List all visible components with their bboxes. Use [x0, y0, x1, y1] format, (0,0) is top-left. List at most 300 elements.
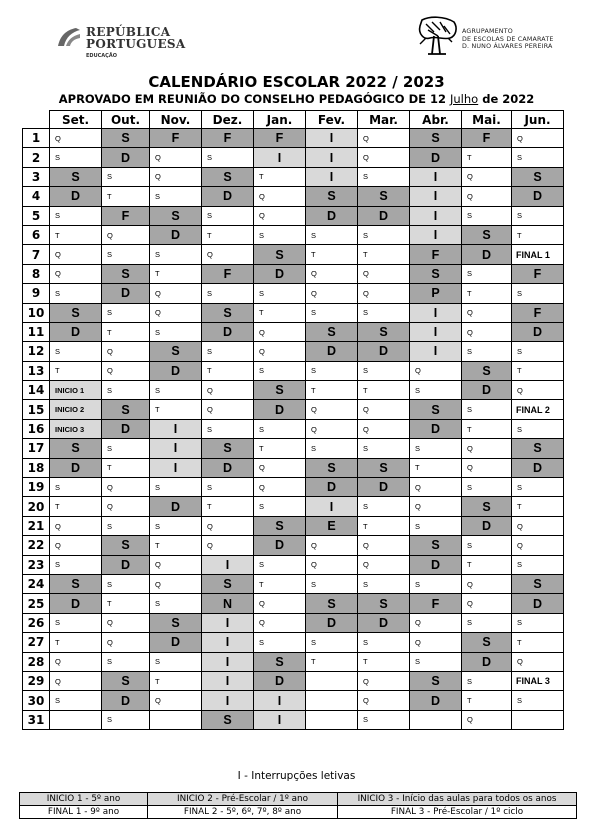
day-row — [23, 594, 564, 613]
calendar-cell: Q — [254, 613, 306, 632]
calendar-cell: INICIO 2 — [50, 400, 102, 419]
calendar-cell: Q — [410, 361, 462, 380]
calendar-cell: S — [358, 361, 410, 380]
calendar-cell: S — [102, 381, 150, 400]
calendar-cell: S — [254, 497, 306, 516]
month-header: Out. — [102, 111, 150, 129]
day-row — [23, 206, 564, 225]
calendar-cell: T — [512, 225, 564, 244]
calendar-cell: S — [150, 187, 202, 206]
calendar-cell: Q — [150, 303, 202, 322]
calendar-cell: D — [254, 264, 306, 283]
calendar-cell: T — [512, 361, 564, 380]
calendar-cell: S — [358, 167, 410, 186]
calendar-cell: D — [306, 206, 358, 225]
calendar-cell: I — [254, 148, 306, 167]
calendar-cell: Q — [306, 264, 358, 283]
day-row — [23, 342, 564, 361]
calendar-cell: S — [102, 400, 150, 419]
calendar-cell: T — [358, 381, 410, 400]
calendar-cell: S — [410, 439, 462, 458]
calendar-cell: Q — [358, 555, 410, 574]
calendar-cell: S — [254, 555, 306, 574]
calendar-cell: S — [462, 633, 512, 652]
calendar-cell: T — [358, 516, 410, 535]
day-row — [23, 516, 564, 535]
day-number: 26 — [23, 613, 50, 632]
calendar-cell: S — [50, 555, 102, 574]
calendar-cell: T — [306, 245, 358, 264]
page-title: CALENDÁRIO ESCOLAR 2022 / 2023 — [148, 73, 445, 91]
calendar-cell: S — [50, 167, 102, 186]
calendar-cell: D — [512, 322, 564, 341]
calendar-cell: S — [358, 303, 410, 322]
calendar-cell: S — [358, 594, 410, 613]
calendar-cell: S — [202, 419, 254, 438]
calendar-cell: T — [254, 574, 306, 593]
calendar-cell: S — [462, 264, 512, 283]
calendar-cell: I — [150, 458, 202, 477]
day-row — [23, 439, 564, 458]
calendar-cell: F — [202, 264, 254, 283]
calendar-cell: S — [410, 652, 462, 671]
day-row — [23, 148, 564, 167]
day-number: 10 — [23, 303, 50, 322]
legend-inicio1: INICIO 1 - 5º ano — [20, 793, 148, 806]
calendar-cell: I — [202, 652, 254, 671]
calendar-cell: Q — [202, 381, 254, 400]
day-row — [23, 381, 564, 400]
calendar-cell: Q — [358, 129, 410, 148]
corner-cell — [23, 111, 50, 129]
calendar-cell: S — [50, 478, 102, 497]
calendar-cell: S — [512, 691, 564, 710]
calendar-cell: S — [512, 574, 564, 593]
calendar-cell: S — [202, 303, 254, 322]
calendar-cell — [306, 671, 358, 690]
day-row — [23, 419, 564, 438]
calendar-cell: S — [306, 439, 358, 458]
calendar-cell: Q — [202, 245, 254, 264]
calendar-cell: I — [306, 167, 358, 186]
calendar-cell: Q — [102, 361, 150, 380]
calendar-cell: T — [254, 303, 306, 322]
calendar-cell: S — [202, 167, 254, 186]
calendar-cell: D — [50, 458, 102, 477]
calendar-cell: Q — [462, 167, 512, 186]
calendar-cell: S — [254, 652, 306, 671]
calendar-cell: T — [150, 536, 202, 555]
calendar-cell: Q — [150, 167, 202, 186]
calendar-cell: E — [306, 516, 358, 535]
calendar-cell: S — [254, 284, 306, 303]
calendar-cell: D — [462, 381, 512, 400]
day-row — [23, 129, 564, 148]
agrupamento-logo — [414, 14, 554, 58]
day-number: 16 — [23, 419, 50, 438]
calendar-cell: F — [102, 206, 150, 225]
day-number: 22 — [23, 536, 50, 555]
calendar-cell: T — [306, 381, 358, 400]
calendar-cell: T — [462, 148, 512, 167]
calendar-cell: S — [202, 478, 254, 497]
calendar-cell: Q — [410, 613, 462, 632]
calendar-cell: T — [102, 187, 150, 206]
calendar-cell: S — [254, 381, 306, 400]
calendar-cell: F — [150, 129, 202, 148]
month-header: Jan. — [254, 111, 306, 129]
calendar-cell: S — [254, 633, 306, 652]
calendar-cell: D — [150, 225, 202, 244]
calendar-cell: I — [202, 633, 254, 652]
calendar-cell: S — [102, 245, 150, 264]
subtitle-month: Julho — [450, 92, 479, 106]
day-row — [23, 361, 564, 380]
calendar-cell: Q — [150, 574, 202, 593]
calendar-cell: S — [512, 613, 564, 632]
calendar-cell: Q — [50, 652, 102, 671]
calendar-cell: D — [306, 613, 358, 632]
calendar-cell: T — [462, 691, 512, 710]
calendar-cell: Q — [50, 264, 102, 283]
calendar-cell: D — [462, 245, 512, 264]
calendar-cell: INICIO 3 — [50, 419, 102, 438]
month-header: Abr. — [410, 111, 462, 129]
legend-inicio2: INICIO 2 - Pré-Escolar / 1º ano — [148, 793, 338, 806]
day-row — [23, 555, 564, 574]
legend-row-final — [20, 806, 577, 819]
calendar-cell: Q — [150, 555, 202, 574]
calendar-cell: S — [150, 206, 202, 225]
calendar-cell: D — [410, 555, 462, 574]
calendar-cell: D — [102, 284, 150, 303]
calendar-cell: S — [410, 516, 462, 535]
calendar-cell: S — [102, 671, 150, 690]
calendar-cell: Q — [512, 381, 564, 400]
agrupamento-line3: D. NUNO ÁLVARES PEREIRA — [462, 43, 553, 51]
day-number: 21 — [23, 516, 50, 535]
calendar-cell: Q — [358, 419, 410, 438]
calendar-cell: T — [202, 225, 254, 244]
calendar-cell: Q — [254, 206, 306, 225]
calendar-cell: S — [202, 574, 254, 593]
calendar-cell: S — [512, 167, 564, 186]
calendar-cell: D — [462, 516, 512, 535]
calendar-cell: F — [462, 129, 512, 148]
calendar-cell: S — [462, 478, 512, 497]
calendar-cell: Q — [102, 497, 150, 516]
calendar-cell: T — [410, 458, 462, 477]
calendar-cell: S — [102, 710, 150, 729]
calendar-cell: S — [358, 458, 410, 477]
calendar-cell: Q — [306, 284, 358, 303]
calendar-cell: D — [102, 691, 150, 710]
calendar-cell: Q — [254, 594, 306, 613]
calendar-cell: Q — [410, 497, 462, 516]
day-row — [23, 322, 564, 341]
calendar-cell: Q — [462, 710, 512, 729]
calendar-cell: S — [50, 439, 102, 458]
calendar-cell: Q — [150, 148, 202, 167]
calendar-cell: D — [202, 458, 254, 477]
day-row — [23, 167, 564, 186]
calendar-cell: T — [150, 264, 202, 283]
calendar-cell: S — [102, 536, 150, 555]
calendar-cell: Q — [50, 516, 102, 535]
calendar-cell: S — [512, 419, 564, 438]
calendar-cell: S — [102, 574, 150, 593]
calendar-cell: S — [462, 361, 512, 380]
calendar-cell: D — [512, 187, 564, 206]
calendar-cell: S — [150, 381, 202, 400]
legend-final2: FINAL 2 - 5º, 6º, 7º, 8º ano — [148, 806, 338, 819]
day-row — [23, 574, 564, 593]
calendar-cell: I — [410, 303, 462, 322]
legend-inicio3: INICIO 3 - Início das aulas para todos os anos — [338, 793, 577, 806]
calendar-cell: S — [50, 691, 102, 710]
calendar-cell: I — [410, 206, 462, 225]
calendar-cell: S — [150, 613, 202, 632]
day-row — [23, 478, 564, 497]
calendar-cell: D — [358, 206, 410, 225]
calendar-cell: T — [462, 555, 512, 574]
calendar-cell: S — [150, 322, 202, 341]
calendar-cell: T — [50, 361, 102, 380]
day-number: 12 — [23, 342, 50, 361]
calendar-cell: S — [50, 613, 102, 632]
day-number: 9 — [23, 284, 50, 303]
day-row — [23, 458, 564, 477]
agrupamento-line2: DE ESCOLAS DE CAMARATE — [462, 35, 554, 43]
calendar-cell — [410, 710, 462, 729]
legend-table — [19, 792, 577, 819]
day-row — [23, 497, 564, 516]
calendar-cell: Q — [102, 225, 150, 244]
calendar-cell: D — [358, 613, 410, 632]
calendar-cell: S — [358, 187, 410, 206]
calendar-cell: Q — [358, 536, 410, 555]
calendar-cell: S — [202, 439, 254, 458]
calendar-cell: Q — [462, 574, 512, 593]
calendar-cell: Q — [102, 613, 150, 632]
calendar-cell: T — [462, 284, 512, 303]
calendar-cell: Q — [254, 322, 306, 341]
day-number: 23 — [23, 555, 50, 574]
calendar-cell: Q — [202, 536, 254, 555]
calendar-cell: Q — [102, 478, 150, 497]
calendar-cell: D — [410, 419, 462, 438]
calendar-cell: S — [150, 516, 202, 535]
day-number: 8 — [23, 264, 50, 283]
calendar-cell: S — [202, 206, 254, 225]
calendar-cell: S — [50, 574, 102, 593]
month-header: Dez. — [202, 111, 254, 129]
calendar-cell: T — [50, 497, 102, 516]
day-number: 18 — [23, 458, 50, 477]
calendar-cell: Q — [410, 633, 462, 652]
calendar-cell: Q — [512, 536, 564, 555]
calendar-cell: T — [150, 671, 202, 690]
calendar-cell: T — [306, 652, 358, 671]
calendar-cell: S — [462, 671, 512, 690]
legend-final1: FINAL 1 - 9º ano — [20, 806, 148, 819]
calendar-cell: Q — [512, 129, 564, 148]
calendar-cell: I — [410, 342, 462, 361]
day-row — [23, 710, 564, 729]
calendar-cell: S — [306, 322, 358, 341]
calendar-cell: D — [358, 478, 410, 497]
calendar-cell: S — [462, 342, 512, 361]
calendar-cell: I — [306, 129, 358, 148]
calendar-cell: S — [202, 148, 254, 167]
subtitle-suffix: de 2022 — [478, 92, 535, 106]
calendar-cell: D — [410, 148, 462, 167]
calendar-cell: I — [150, 419, 202, 438]
calendar-cell: S — [410, 574, 462, 593]
calendar-cell: S — [462, 497, 512, 516]
day-row — [23, 652, 564, 671]
school-emblem-icon — [414, 14, 460, 58]
calendar-cell: S — [150, 342, 202, 361]
calendar-cell: S — [358, 574, 410, 593]
calendar-cell: P — [410, 284, 462, 303]
calendar-cell: Q — [462, 439, 512, 458]
calendar-cell: T — [102, 322, 150, 341]
calendar-cell: Q — [358, 264, 410, 283]
calendar-body — [23, 129, 564, 730]
day-row — [23, 400, 564, 419]
calendar-cell: Q — [462, 187, 512, 206]
day-number: 20 — [23, 497, 50, 516]
calendar-cell: S — [102, 516, 150, 535]
calendar-cell: Q — [358, 671, 410, 690]
calendar-cell: I — [202, 691, 254, 710]
month-header: Nov. — [150, 111, 202, 129]
agrupamento-line1: AGRUPAMENTO — [462, 28, 513, 35]
calendar-cell: S — [306, 225, 358, 244]
calendar-cell: I — [254, 691, 306, 710]
calendar-cell: D — [410, 691, 462, 710]
calendar-cell: Q — [202, 516, 254, 535]
calendar-cell: Q — [102, 633, 150, 652]
month-header: Set. — [50, 111, 102, 129]
calendar-cell: S — [202, 284, 254, 303]
calendar-cell: Q — [50, 245, 102, 264]
day-row — [23, 303, 564, 322]
republica-portuguesa-logo — [56, 26, 185, 59]
calendar-cell: T — [50, 633, 102, 652]
calendar-cell: T — [102, 458, 150, 477]
calendar-cell: Q — [358, 148, 410, 167]
day-number: 13 — [23, 361, 50, 380]
calendar-cell: S — [306, 633, 358, 652]
day-number: 29 — [23, 671, 50, 690]
calendar-cell: D — [358, 342, 410, 361]
day-number: 14 — [23, 381, 50, 400]
calendar-cell: F — [410, 594, 462, 613]
calendar-cell: S — [462, 536, 512, 555]
calendar-cell: Q — [150, 284, 202, 303]
calendar-cell — [306, 710, 358, 729]
calendar-cell: I — [410, 225, 462, 244]
calendar-cell: S — [102, 652, 150, 671]
calendar-cell: S — [410, 381, 462, 400]
calendar-cell: FINAL 1 — [512, 245, 564, 264]
day-row — [23, 264, 564, 283]
calendar-cell: D — [102, 419, 150, 438]
calendar-cell: T — [358, 245, 410, 264]
calendar-cell: N — [202, 594, 254, 613]
calendar-cell: S — [254, 245, 306, 264]
calendar-cell: S — [358, 710, 410, 729]
calendar-cell: Q — [462, 594, 512, 613]
calendar-cell: S — [102, 439, 150, 458]
calendar-cell: Q — [254, 342, 306, 361]
day-row — [23, 691, 564, 710]
calendar-cell: S — [306, 594, 358, 613]
day-number: 25 — [23, 594, 50, 613]
calendar-cell: Q — [462, 458, 512, 477]
calendar-cell: D — [102, 555, 150, 574]
calendar-cell: S — [254, 225, 306, 244]
calendar-cell: I — [306, 148, 358, 167]
calendar-cell: Q — [358, 400, 410, 419]
calendar-cell: S — [358, 633, 410, 652]
calendar-cell: F — [202, 129, 254, 148]
calendar-cell — [512, 710, 564, 729]
calendar-cell: S — [410, 264, 462, 283]
calendar-cell — [50, 710, 102, 729]
calendar-cell: S — [462, 206, 512, 225]
calendar-cell: S — [202, 342, 254, 361]
calendar-cell: S — [410, 129, 462, 148]
day-number: 31 — [23, 710, 50, 729]
calendar-cell — [150, 710, 202, 729]
calendar-cell: Q — [358, 691, 410, 710]
calendar-cell: S — [512, 206, 564, 225]
day-number: 19 — [23, 478, 50, 497]
calendar-cell: I — [410, 322, 462, 341]
calendar-cell: S — [512, 148, 564, 167]
calendar-cell: FINAL 3 — [512, 671, 564, 690]
calendar-cell: S — [462, 613, 512, 632]
calendar-cell: D — [150, 633, 202, 652]
calendar-cell: S — [254, 516, 306, 535]
calendar-cell: F — [512, 303, 564, 322]
calendar-cell: S — [102, 167, 150, 186]
calendar-cell: S — [358, 497, 410, 516]
subtitle-prefix: APROVADO EM REUNIÃO DO CONSELHO PEDAGÓGICO DE 12 — [58, 92, 450, 106]
calendar-cell: S — [50, 342, 102, 361]
day-number: 6 — [23, 225, 50, 244]
calendar-cell: S — [306, 361, 358, 380]
calendar-cell: S — [462, 225, 512, 244]
calendar-cell: S — [462, 400, 512, 419]
calendar-cell: S — [150, 478, 202, 497]
calendar-cell: T — [102, 594, 150, 613]
calendar-cell: F — [512, 264, 564, 283]
calendar-cell: Q — [50, 536, 102, 555]
day-number: 24 — [23, 574, 50, 593]
calendar-cell: Q — [50, 129, 102, 148]
day-row — [23, 284, 564, 303]
calendar-cell: T — [202, 361, 254, 380]
day-number: 5 — [23, 206, 50, 225]
calendar-cell: S — [50, 206, 102, 225]
day-number: 11 — [23, 322, 50, 341]
day-number: 30 — [23, 691, 50, 710]
calendar-cell: D — [306, 478, 358, 497]
